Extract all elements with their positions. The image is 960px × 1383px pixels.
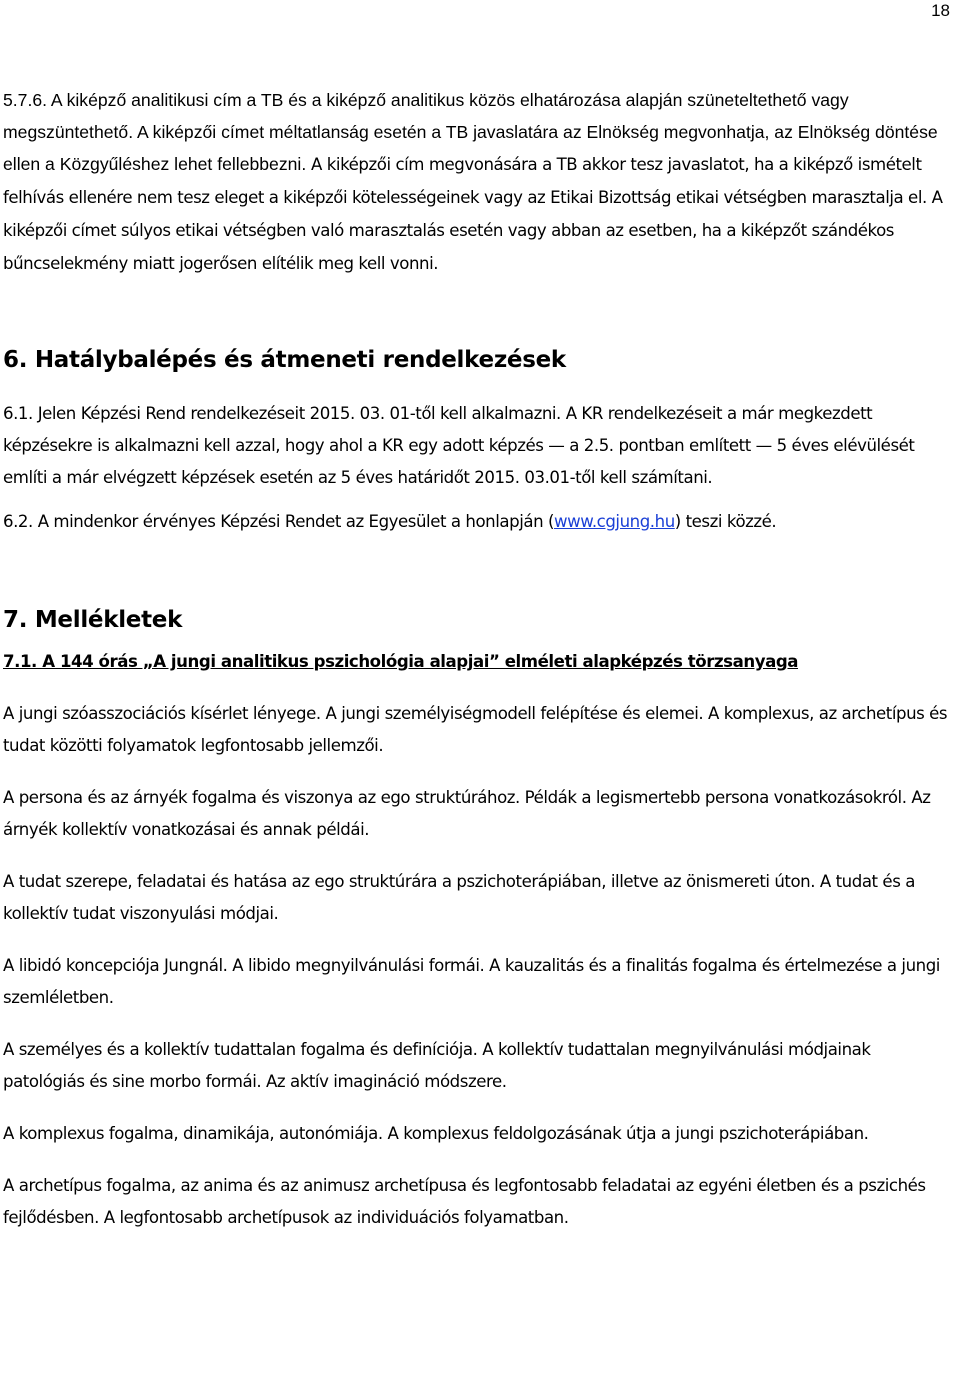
section-7-1-subheading: 7.1. A 144 órás „A jungi analitikus pszichológia alapjai” elméleti alapképzés törzsanyaga (3, 652, 799, 671)
annex-paragraph: A libidó koncepciója Jungnál. A libido megnyilvánulási formái. A kauzalitás és a finalitás fogalma és értelmezése a jungi szemléletben. (3, 956, 940, 1007)
website-link[interactable]: www.cgjung.hu (554, 512, 675, 531)
annex-paragraph: A archetípus fogalma, az anima és az animusz archetípusa és legfontosabb feladatai az egyéni életben és a pszichés fejlődésben. A legfontosabb archetípusok az individuációs folyamatban. (3, 1176, 926, 1227)
paragraph-6-1: 6.1. Jelen Képzési Rend rendelkezéseit 2015. 03. 01-től kell alkalmazni. A KR rendelkezéseit a már megkezdett képzésekre is alkalmazni kell azzal, hogy ahol a KR egy adott képzés — a 2.5. pontban említett — 5 éves elévülését említi a már elvégzett képzések esetén az 5 éves határidőt 2015. 03.01-től kell számítani. (3, 404, 915, 487)
section-6-heading: 6. Hatálybalépés és átmeneti rendelkezések (3, 347, 566, 373)
annex-paragraph: A tudat szerepe, feladatai és hatása az ego struktúrára a pszichoterápiában, illetve az önismereti úton. A tudat és a kollektív tudat viszonyulási módjai. (3, 872, 915, 923)
paragraph-6-2-before: 6.2. A mindenkor érvényes Képzési Rendet az Egyesület a honlapján ( (3, 512, 554, 531)
paragraph-5-7-6 (3, 84, 956, 280)
section-7-heading: 7. Mellékletek (3, 607, 183, 633)
document-body (3, 84, 956, 1234)
page-number: 18 (931, 1, 950, 20)
annex-paragraph: A persona és az árnyék fogalma és viszonya az ego struktúrához. Példák a legismertebb persona vonatkozásokról. Az árnyék kollektív vonatkozásai és annak példái. (3, 788, 931, 839)
paragraph-6-2-after: ) teszi közzé. (674, 512, 777, 531)
annex-paragraph: A jungi szóasszociációs kísérlet lényege. A jungi személyiségmodell felépítése és elemei. A komplexus, az archetípus és tudat közötti folyamatok legfontosabb jellemzői. (3, 704, 948, 755)
paragraph-6-2 (3, 506, 956, 538)
paragraph-5-7-6-part2: A kiképzői cím megvonására a TB akkor tesz javaslatot, ha a kiképző ismételt felhívás ellenére nem tesz eleget a kiképzői kötelességeinek vagy az Etikai Bizottság etikai vétségben marasztalja el. A kiképzői címet súlyos etikai vétségben való marasztalás esetén vagy abban az esetben, ha a kiképzőt szándékos bűncselekmény miatt jogerősen elítélik meg kell vonni. (3, 155, 943, 273)
annex-paragraph: A komplexus fogalma, dinamikája, autonómiája. A komplexus feldolgozásának útja a jungi pszichoterápiában. (3, 1124, 869, 1143)
annex-paragraph: A személyes és a kollektív tudattalan fogalma és definíciója. A kollektív tudattalan megnyilvánulási módjainak patológiás és sine morbo formái. Az aktív imagináció módszere. (3, 1040, 871, 1091)
paragraph-5-7-6-part1: 5.7.6. A kiképző analitikusi cím a TB és a kiképző analitikus közös elhatározása alapján szüneteltethető vagy megszüntethető. A kiképzői címet méltatlanság esetén a TB javaslatára az Elnökség megvonhatja, az Elnökség döntése ellen a Közgyűléshez lehet fellebbezni. (3, 90, 938, 174)
